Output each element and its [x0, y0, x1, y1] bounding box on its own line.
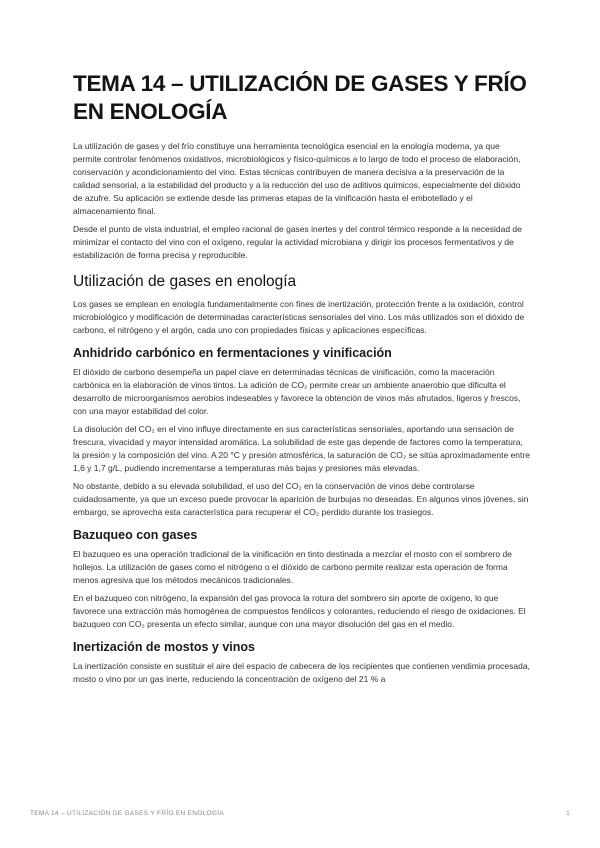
page-number: 1 [566, 810, 570, 817]
page-title: TEMA 14 – UTILIZACIÓN DE GASES Y FRÍO EN ENOLOGÍA [73, 71, 527, 124]
subsection-heading-inertizacion: Inertización de mostos y vinos [73, 640, 255, 654]
subsection-heading-co2: Anhidrido carbónico en fermentaciones y vinificación [73, 346, 392, 360]
bazuqueo-paragraph-2: En el bazuqueo con nitrógeno, la expansión del gas provoca la rotura del sombrero sin aporte de oxígeno, lo que favorece una extracción más homogénea de compuestos fenólicos y colorantes, reduciendo el riesgo de oxidaciones. El bazuqueo con CO₂ presenta un efecto similar, aunque con una mayor disolución del gas en el medio. [73, 593, 526, 629]
document-body [73, 70, 530, 691]
page-footer [30, 810, 570, 817]
intro-paragraph-2: Desde el punto de vista industrial, el empleo racional de gases inertes y del control térmico responde a la necesidad de minimizar el contacto del vino con el oxígeno, regular la actividad microbiana y dirigir los procesos fermentativos y de estabilización de forma precisa y reproducible. [73, 224, 522, 260]
section-heading-gases: Utilización de gases en enología [73, 273, 297, 290]
footer-title: TEMA 14 – UTILIZACIÓN DE GASES Y FRÍO EN ENOLOGÍA [30, 810, 224, 817]
bazuqueo-paragraph-1: El bazuqueo es una operación tradicional de la vinificación en tinto destinada a mezclar el mosto con el sombrero de hollejos. La utilización de gases como el nitrógeno o el dióxido de carbono permite realizar esta operación de forma menos agresiva que los métodos mecánicos tradicionales. [73, 549, 512, 585]
co2-paragraph-2: La disolución del CO₂ en el vino influye directamente en sus características sensoriales, aportando una sensación de frescura, vivacidad y mayor intensidad aromática. La solubilidad de este gas depende de factores como la temperatura, la presión y la composición del vino. A 20 °C y presión atmosférica, la saturación de CO₂ se sitúa aproximadamente entre 1,6 y 1,7 g/L, pudiendo incrementarse a temperaturas más bajas y presiones más elevadas. [73, 424, 530, 473]
intro-paragraph-1: La utilización de gases y del frío constituye una herramienta tecnológica esencial en la enología moderna, ya que permite controlar fenómenos oxidativos, microbiológicos y físico-químicos a lo largo de todo el proceso de elaboración, conservación y acondicionamiento del vino. Estas técnicas contribuyen de manera decisiva a la preservación de la calidad sensorial, a la estabilidad del producto y a la reducción del uso de aditivos químicos, especialmente del dióxido de azufre. Su aplicación se extiende desde las primeras etapas de la vinificación hasta el embotellado y el almacenamiento final. [73, 141, 521, 216]
co2-paragraph-1: El dióxido de carbono desempeña un papel clave en determinadas técnicas de vinificación, como la maceración carbónica en la elaboración de vinos tintos. La adición de CO₂ permite crear un ambiente anaerobio que dificulta el desarrollo de microorganismos aerobios indeseables y favorece la obtención de vinos más afrutados, ligeros y frescos, con una mayor estabilidad del color. [73, 367, 521, 416]
subsection-heading-bazuqueo: Bazuqueo con gases [73, 528, 198, 542]
section-gases-paragraph: Los gases se emplean en enología fundamentalmente con fines de inertización, protección frente a la oxidación, control microbiológico y modificación de determinadas características sensoriales del vino. Los más utilizados son el dióxido de carbono, el nitrógeno y el argón, cada uno con propiedades físicas y aplicaciones específicas. [73, 299, 525, 335]
inertizacion-paragraph: La inertización consiste en sustituir el aire del espacio de cabecera de los recipientes que contienen vendimia procesada, mosto o vino por un gas inerte, reduciendo la concentración de oxígeno del 21 % a [73, 661, 530, 684]
co2-paragraph-3: No obstante, debido a su elevada solubilidad, el uso del CO₂ en la conservación de vinos debe controlarse cuidadosamente, ya que un exceso puede provocar la aparición de burbujas no deseadas. En algunos vinos jóvenes, sin embargo, se aprovecha esta característica para recuperar el CO₂ perdido durante los trasiegos. [73, 481, 529, 517]
